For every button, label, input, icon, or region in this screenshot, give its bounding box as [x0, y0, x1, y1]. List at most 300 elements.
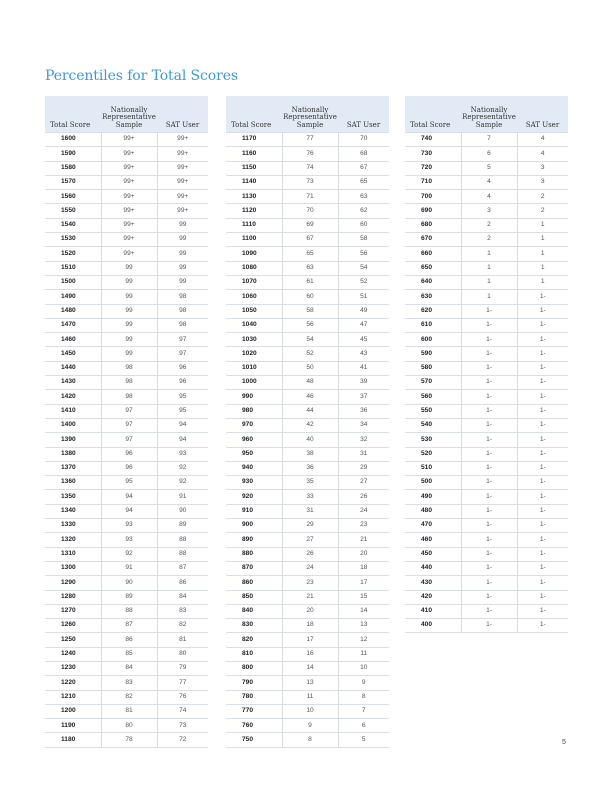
sat-user-cell: 70	[338, 133, 389, 147]
table-row	[405, 147, 568, 161]
total-score-cell: 760	[226, 719, 282, 733]
sat-user-cell: 1-	[517, 461, 568, 475]
table-row	[226, 547, 389, 561]
sat-user-cell: 82	[157, 619, 208, 633]
sat-user-cell: 86	[157, 576, 208, 590]
table-row	[226, 361, 389, 375]
national-sample-cell: 86	[101, 633, 157, 647]
sat-user-cell: 1-	[517, 361, 568, 375]
national-sample-cell: 99	[101, 347, 157, 361]
national-sample-cell: 78	[101, 733, 157, 747]
sat-user-cell: 95	[157, 404, 208, 418]
table-row	[405, 604, 568, 618]
national-sample-cell: 76	[282, 147, 338, 161]
total-score-cell: 960	[226, 433, 282, 447]
national-sample-cell: 97	[101, 433, 157, 447]
table-row	[45, 147, 208, 161]
national-sample-cell: 89	[101, 590, 157, 604]
sat-user-cell: 1-	[517, 576, 568, 590]
total-score-cell: 1000	[226, 376, 282, 390]
total-score-cell: 550	[405, 404, 461, 418]
table-row	[405, 561, 568, 575]
national-sample-cell: 1	[461, 290, 517, 304]
percentile-table-2	[226, 96, 389, 748]
table-row	[405, 275, 568, 289]
national-sample-cell: 35	[282, 476, 338, 490]
total-score-cell: 950	[226, 447, 282, 461]
table-row	[45, 376, 208, 390]
national-sample-cell: 83	[101, 676, 157, 690]
total-score-cell: 900	[226, 519, 282, 533]
sat-user-cell: 1-	[517, 476, 568, 490]
total-score-cell: 720	[405, 161, 461, 175]
national-sample-cell: 56	[282, 318, 338, 332]
table-header-row	[405, 96, 568, 133]
total-score-cell: 970	[226, 418, 282, 432]
table-row	[45, 547, 208, 561]
total-score-cell: 1570	[45, 175, 101, 189]
national-sample-cell: 99	[101, 290, 157, 304]
national-sample-cell: 16	[282, 647, 338, 661]
national-sample-cell: 52	[282, 347, 338, 361]
total-score-cell: 1170	[226, 133, 282, 147]
table-row	[226, 690, 389, 704]
national-sample-cell: 69	[282, 218, 338, 232]
national-sample-cell: 1-	[461, 390, 517, 404]
sat-user-cell: 77	[157, 676, 208, 690]
table-row	[45, 190, 208, 204]
table-row	[405, 476, 568, 490]
sat-user-cell: 99+	[157, 147, 208, 161]
total-score-cell: 1380	[45, 447, 101, 461]
sat-user-cell: 36	[338, 404, 389, 418]
header-national-line-3: Sample	[115, 120, 143, 129]
sat-user-cell: 1-	[517, 404, 568, 418]
table-row	[405, 318, 568, 332]
national-sample-cell: 1-	[461, 504, 517, 518]
total-score-cell: 1440	[45, 361, 101, 375]
national-sample-cell: 1-	[461, 361, 517, 375]
national-sample-cell: 67	[282, 233, 338, 247]
total-score-cell: 1470	[45, 318, 101, 332]
sat-user-cell: 4	[517, 147, 568, 161]
table-row	[45, 247, 208, 261]
sat-user-cell: 45	[338, 333, 389, 347]
table-row	[405, 504, 568, 518]
table-row	[405, 247, 568, 261]
sat-user-cell: 18	[338, 561, 389, 575]
national-sample-cell: 77	[282, 133, 338, 147]
table-row	[226, 676, 389, 690]
table-row	[45, 275, 208, 289]
table-row	[45, 404, 208, 418]
total-score-cell: 1520	[45, 247, 101, 261]
total-score-cell: 1500	[45, 275, 101, 289]
national-sample-cell: 88	[101, 604, 157, 618]
total-score-cell: 1150	[226, 161, 282, 175]
national-sample-cell: 1-	[461, 304, 517, 318]
national-sample-cell: 7	[461, 133, 517, 147]
national-sample-cell: 97	[101, 404, 157, 418]
sat-user-cell: 3	[517, 175, 568, 189]
total-score-cell: 1420	[45, 390, 101, 404]
header-sat-user: SAT User	[517, 96, 568, 133]
total-score-cell: 630	[405, 290, 461, 304]
table-row	[405, 347, 568, 361]
total-score-cell: 980	[226, 404, 282, 418]
national-sample-cell: 1	[461, 247, 517, 261]
national-sample-cell: 99	[101, 275, 157, 289]
total-score-cell: 530	[405, 433, 461, 447]
sat-user-cell: 99	[157, 275, 208, 289]
total-score-cell: 600	[405, 333, 461, 347]
sat-user-cell: 76	[157, 690, 208, 704]
national-sample-cell: 99+	[101, 175, 157, 189]
sat-user-cell: 98	[157, 318, 208, 332]
percentile-table-1	[45, 96, 208, 748]
national-sample-cell: 33	[282, 490, 338, 504]
table-row	[45, 576, 208, 590]
national-sample-cell: 5	[461, 161, 517, 175]
national-sample-cell: 99	[101, 304, 157, 318]
national-sample-cell: 13	[282, 676, 338, 690]
national-sample-cell: 14	[282, 661, 338, 675]
national-sample-cell: 1-	[461, 619, 517, 633]
sat-user-cell: 47	[338, 318, 389, 332]
table-row	[226, 404, 389, 418]
sat-user-cell: 2	[517, 204, 568, 218]
national-sample-cell: 98	[101, 390, 157, 404]
national-sample-cell: 4	[461, 175, 517, 189]
total-score-cell: 1290	[45, 576, 101, 590]
national-sample-cell: 18	[282, 619, 338, 633]
total-score-cell: 520	[405, 447, 461, 461]
total-score-cell: 1490	[45, 290, 101, 304]
sat-user-cell: 1-	[517, 504, 568, 518]
total-score-cell: 1110	[226, 218, 282, 232]
header-national-line-1: Nationally	[470, 105, 508, 114]
national-sample-cell: 42	[282, 418, 338, 432]
total-score-cell: 870	[226, 561, 282, 575]
sat-user-cell: 1-	[517, 519, 568, 533]
total-score-cell: 990	[226, 390, 282, 404]
sat-user-cell: 72	[157, 733, 208, 747]
table-row	[45, 361, 208, 375]
header-total-score: Total Score	[45, 96, 101, 133]
percentile-table-3	[405, 96, 568, 633]
total-score-cell: 470	[405, 519, 461, 533]
total-score-cell: 1100	[226, 233, 282, 247]
sat-user-cell: 2	[517, 190, 568, 204]
table-row	[45, 233, 208, 247]
total-score-cell: 570	[405, 376, 461, 390]
table-row	[45, 533, 208, 547]
table-row	[226, 490, 389, 504]
national-sample-cell: 1-	[461, 347, 517, 361]
national-sample-cell: 1-	[461, 533, 517, 547]
national-sample-cell: 1-	[461, 561, 517, 575]
sat-user-cell: 15	[338, 590, 389, 604]
header-national-line-2: Representative	[283, 113, 337, 121]
table-row	[226, 133, 389, 147]
sat-user-cell: 99+	[157, 133, 208, 147]
sat-user-cell: 52	[338, 275, 389, 289]
total-score-cell: 1020	[226, 347, 282, 361]
sat-user-cell: 1-	[517, 347, 568, 361]
table-row	[226, 533, 389, 547]
table-row	[45, 433, 208, 447]
header-total-score: Total Score	[405, 96, 461, 133]
total-score-cell: 920	[226, 490, 282, 504]
total-score-cell: 840	[226, 604, 282, 618]
national-sample-cell: 99	[101, 333, 157, 347]
sat-user-cell: 8	[338, 690, 389, 704]
national-sample-cell: 99+	[101, 247, 157, 261]
sat-user-cell: 94	[157, 433, 208, 447]
page-number: 5	[562, 739, 566, 746]
table-row	[45, 604, 208, 618]
table-row	[226, 418, 389, 432]
total-score-cell: 1580	[45, 161, 101, 175]
table-row	[226, 576, 389, 590]
table-row	[226, 233, 389, 247]
total-score-cell: 1200	[45, 704, 101, 718]
sat-user-cell: 99+	[157, 204, 208, 218]
national-sample-cell: 94	[101, 490, 157, 504]
table-row	[226, 733, 389, 747]
national-sample-cell: 1-	[461, 404, 517, 418]
sat-user-cell: 1	[517, 233, 568, 247]
national-sample-cell: 20	[282, 604, 338, 618]
national-sample-cell: 95	[101, 476, 157, 490]
table-row	[45, 304, 208, 318]
total-score-cell: 1230	[45, 661, 101, 675]
national-sample-cell: 46	[282, 390, 338, 404]
sat-user-cell: 63	[338, 190, 389, 204]
total-score-cell: 1080	[226, 261, 282, 275]
sat-user-cell: 23	[338, 519, 389, 533]
national-sample-cell: 65	[282, 247, 338, 261]
total-score-cell: 410	[405, 604, 461, 618]
sat-user-cell: 58	[338, 233, 389, 247]
national-sample-cell: 54	[282, 333, 338, 347]
sat-user-cell: 13	[338, 619, 389, 633]
sat-user-cell: 1	[517, 247, 568, 261]
national-sample-cell: 6	[461, 147, 517, 161]
table-row	[226, 147, 389, 161]
national-sample-cell: 73	[282, 175, 338, 189]
total-score-cell: 690	[405, 204, 461, 218]
table-row	[226, 333, 389, 347]
total-score-cell: 1310	[45, 547, 101, 561]
total-score-cell: 1240	[45, 647, 101, 661]
table-header-row	[45, 96, 208, 133]
sat-user-cell: 88	[157, 533, 208, 547]
table-row	[405, 519, 568, 533]
sat-user-cell: 34	[338, 418, 389, 432]
sat-user-cell: 92	[157, 476, 208, 490]
table-row	[45, 333, 208, 347]
national-sample-cell: 17	[282, 633, 338, 647]
sat-user-cell: 3	[517, 161, 568, 175]
total-score-cell: 1400	[45, 418, 101, 432]
header-national-sample	[461, 96, 517, 133]
table-row	[45, 490, 208, 504]
table-row	[45, 647, 208, 661]
table-row	[405, 533, 568, 547]
table-row	[45, 561, 208, 575]
national-sample-cell: 60	[282, 290, 338, 304]
total-score-cell: 850	[226, 590, 282, 604]
sat-user-cell: 1	[517, 218, 568, 232]
total-score-cell: 1260	[45, 619, 101, 633]
national-sample-cell: 1-	[461, 604, 517, 618]
national-sample-cell: 99+	[101, 133, 157, 147]
total-score-cell: 1250	[45, 633, 101, 647]
total-score-cell: 940	[226, 461, 282, 475]
total-score-cell: 1090	[226, 247, 282, 261]
table-row	[405, 433, 568, 447]
national-sample-cell: 24	[282, 561, 338, 575]
table-row	[45, 390, 208, 404]
table-row	[226, 619, 389, 633]
sat-user-cell: 97	[157, 347, 208, 361]
header-total-score: Total Score	[226, 96, 282, 133]
national-sample-cell: 93	[101, 519, 157, 533]
total-score-cell: 740	[405, 133, 461, 147]
table-row	[405, 218, 568, 232]
table-row	[226, 433, 389, 447]
national-sample-cell: 44	[282, 404, 338, 418]
total-score-cell: 1160	[226, 147, 282, 161]
sat-user-cell: 79	[157, 661, 208, 675]
total-score-cell: 440	[405, 561, 461, 575]
total-score-cell: 1040	[226, 318, 282, 332]
sat-user-cell: 1-	[517, 490, 568, 504]
table-row	[226, 461, 389, 475]
total-score-cell: 1050	[226, 304, 282, 318]
total-score-cell: 670	[405, 233, 461, 247]
table-row	[45, 676, 208, 690]
national-sample-cell: 1-	[461, 447, 517, 461]
national-sample-cell: 93	[101, 533, 157, 547]
total-score-cell: 1320	[45, 533, 101, 547]
table-row	[226, 390, 389, 404]
total-score-cell: 1530	[45, 233, 101, 247]
national-sample-cell: 31	[282, 504, 338, 518]
sat-user-cell: 92	[157, 461, 208, 475]
total-score-cell: 880	[226, 547, 282, 561]
table-row	[405, 547, 568, 561]
table-row	[405, 404, 568, 418]
header-sat-user: SAT User	[157, 96, 208, 133]
page-title: Percentiles for Total Scores	[45, 68, 238, 84]
total-score-cell: 1210	[45, 690, 101, 704]
table-row	[226, 519, 389, 533]
table-row	[405, 175, 568, 189]
national-sample-cell: 96	[101, 461, 157, 475]
sat-user-cell: 1-	[517, 590, 568, 604]
national-sample-cell: 85	[101, 647, 157, 661]
table-row	[226, 504, 389, 518]
total-score-cell: 730	[405, 147, 461, 161]
total-score-cell: 770	[226, 704, 282, 718]
national-sample-cell: 1-	[461, 376, 517, 390]
national-sample-cell: 82	[101, 690, 157, 704]
national-sample-cell: 98	[101, 361, 157, 375]
table-row	[405, 361, 568, 375]
sat-user-cell: 74	[157, 704, 208, 718]
national-sample-cell: 1-	[461, 476, 517, 490]
sat-user-cell: 1-	[517, 561, 568, 575]
sat-user-cell: 96	[157, 361, 208, 375]
national-sample-cell: 94	[101, 504, 157, 518]
table-row	[405, 376, 568, 390]
national-sample-cell: 36	[282, 461, 338, 475]
table-row	[405, 204, 568, 218]
total-score-cell: 1340	[45, 504, 101, 518]
sat-user-cell: 68	[338, 147, 389, 161]
sat-user-cell: 41	[338, 361, 389, 375]
sat-user-cell: 21	[338, 533, 389, 547]
national-sample-cell: 27	[282, 533, 338, 547]
sat-user-cell: 90	[157, 504, 208, 518]
national-sample-cell: 2	[461, 218, 517, 232]
sat-user-cell: 1-	[517, 376, 568, 390]
sat-user-cell: 80	[157, 647, 208, 661]
sat-user-cell: 27	[338, 476, 389, 490]
table-row	[405, 418, 568, 432]
sat-user-cell: 65	[338, 175, 389, 189]
table-row	[45, 504, 208, 518]
total-score-cell: 660	[405, 247, 461, 261]
total-score-cell: 1220	[45, 676, 101, 690]
sat-user-cell: 7	[338, 704, 389, 718]
total-score-cell: 1330	[45, 519, 101, 533]
table-row	[45, 690, 208, 704]
sat-user-cell: 1	[517, 261, 568, 275]
table-row	[226, 247, 389, 261]
national-sample-cell: 1-	[461, 333, 517, 347]
sat-user-cell: 32	[338, 433, 389, 447]
table-row	[226, 190, 389, 204]
table-row	[226, 633, 389, 647]
national-sample-cell: 8	[282, 733, 338, 747]
table-row	[45, 461, 208, 475]
total-score-cell: 830	[226, 619, 282, 633]
total-score-cell: 1410	[45, 404, 101, 418]
table-row	[45, 719, 208, 733]
total-score-cell: 820	[226, 633, 282, 647]
sat-user-cell: 88	[157, 547, 208, 561]
national-sample-cell: 38	[282, 447, 338, 461]
total-score-cell: 1030	[226, 333, 282, 347]
table-row	[226, 318, 389, 332]
table-row	[226, 290, 389, 304]
total-score-cell: 1600	[45, 133, 101, 147]
total-score-cell: 1390	[45, 433, 101, 447]
national-sample-cell: 1-	[461, 433, 517, 447]
sat-user-cell: 1-	[517, 619, 568, 633]
table-row	[405, 333, 568, 347]
table-row	[226, 304, 389, 318]
table-row	[226, 647, 389, 661]
table-row	[226, 161, 389, 175]
sat-user-cell: 91	[157, 490, 208, 504]
total-score-cell: 540	[405, 418, 461, 432]
table-row	[45, 619, 208, 633]
table-row	[405, 304, 568, 318]
